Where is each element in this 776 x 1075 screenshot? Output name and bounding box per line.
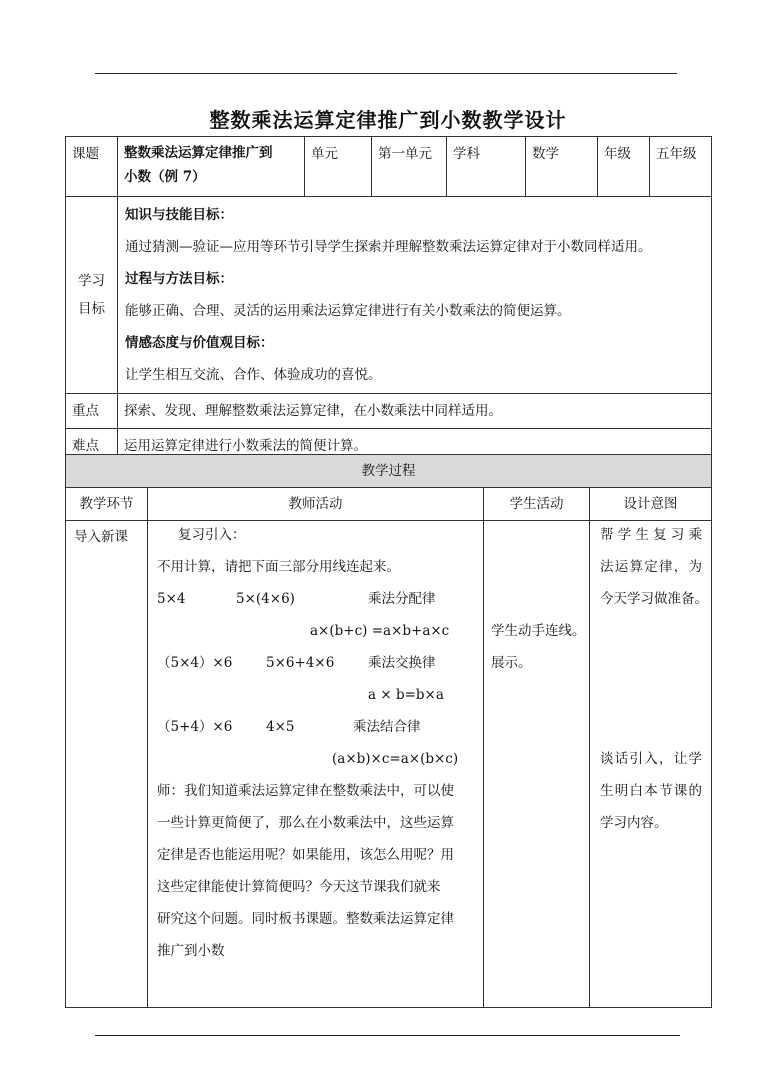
column-header-intent: 设计意图: [590, 488, 712, 521]
lesson-label: 课题: [66, 137, 118, 197]
goals-content: [118, 197, 712, 394]
lesson-value-line-2: 小数（例 7）: [124, 169, 206, 185]
key-point-text: 探索、发现、理解整数乘法运算定律，在小数乘法中同样适用。: [118, 394, 712, 429]
header-rule: [95, 73, 677, 74]
unit-value: 第一单元: [372, 137, 447, 197]
column-header-row: [66, 488, 712, 521]
student-activity: [484, 521, 590, 1008]
process-title: 过程与方法目标：: [125, 271, 233, 287]
knowledge-text: 通过猜测—验证—应用等环节引导学生探索并理解整数乘法运算定律对于小数同样适用。: [125, 239, 652, 255]
info-row: [66, 137, 712, 197]
teacher-activity: [148, 521, 484, 1008]
teacher-paragraph-line-2: 一些计算更简便了，那么在小数乘法中，这些运算: [157, 815, 454, 831]
expr-3: （5×4）×6: [157, 655, 233, 671]
document-title: 整数乘法运算定律推广到小数教学设计: [209, 108, 567, 132]
grade-label: 年级: [598, 137, 650, 197]
teacher-paragraph-line-4: 这些定律能使计算简便吗？今天这节课我们就来: [157, 879, 441, 895]
expr-4: 5×6+4×6: [266, 655, 335, 671]
process-table: [65, 454, 712, 1008]
lesson-value-line-1: 整数乘法运算定律推广到: [124, 145, 273, 161]
difficulty-label: 难点: [66, 429, 118, 464]
review-intro: 复习引入：: [178, 527, 246, 543]
intent-line-1: 帮学生复习乘: [600, 527, 702, 543]
subject-label: 学科: [447, 137, 526, 197]
process-text: 能够正确、合理、灵活的运用乘法运算定律进行有关小数乘法的简便运算。: [125, 303, 571, 319]
stage-cell: 导入新课: [66, 521, 148, 1008]
formula-commutative: a × b=b×a: [368, 687, 444, 703]
goals-label-line-2: 目标: [78, 301, 105, 317]
expr-6: 4×5: [266, 719, 295, 735]
design-intent: [590, 521, 712, 1008]
teacher-paragraph-line-6: 推广到小数: [157, 943, 225, 959]
formula-distributive: a×(b+c) =a×b+a×c: [310, 623, 450, 639]
key-point-label: 重点: [66, 394, 118, 429]
unit-label: 单元: [305, 137, 372, 197]
law-commutative: 乘法交换律: [368, 655, 436, 671]
expr-2: 5×(4×6): [236, 591, 295, 607]
process-header: 教学过程: [66, 455, 712, 488]
expr-1: 5×4: [157, 591, 186, 607]
teacher-paragraph-line-5: 研究这个问题。同时板书课题。整数乘法运算定律: [157, 911, 454, 927]
column-header-teacher: 教师活动: [148, 488, 484, 521]
info-table: [65, 136, 712, 464]
process-row: [66, 521, 712, 1008]
goals-label: [66, 197, 118, 394]
subject-value: 数学: [526, 137, 598, 197]
footer-rule: [95, 1035, 680, 1036]
student-activity-line-2: 展示。: [491, 655, 532, 671]
intent-line-4: 谈话引入，让学: [600, 751, 702, 767]
connect-instruction: 不用计算，请把下面三部分用线连起来。: [157, 559, 400, 575]
emotion-title: 情感态度与价值观目标：: [125, 335, 274, 351]
emotion-text: 让学生相互交流、合作、体验成功的喜悦。: [125, 367, 382, 383]
intent-line-2: 法运算定律，为: [600, 559, 702, 575]
column-header-stage: 教学环节: [66, 488, 148, 521]
teacher-paragraph-line-1: 师：我们知道乘法运算定律在整数乘法中，可以使: [157, 783, 454, 799]
law-distributive: 乘法分配律: [368, 591, 436, 607]
intent-line-5: 生明白本节课的: [600, 783, 702, 799]
key-point-row: [66, 394, 712, 429]
knowledge-title: 知识与技能目标：: [125, 207, 233, 223]
expr-5: （5+4）×6: [157, 719, 233, 735]
formula-associative: (a×b)×c=a×(b×c): [332, 751, 459, 767]
goals-label-line-1: 学习: [78, 273, 105, 289]
intent-line-3: 今天学习做准备。: [600, 591, 708, 607]
intent-line-6: 学习内容。: [600, 815, 668, 831]
lesson-value: [118, 137, 305, 197]
law-associative: 乘法结合律: [353, 719, 421, 735]
student-activity-line-1: 学生动手连线。: [491, 623, 586, 639]
teacher-paragraph-line-3: 定律是否也能运用呢？如果能用，该怎么用呢？用: [157, 847, 454, 863]
difficulty-text: 运用运算定律进行小数乘法的简便计算。: [118, 429, 712, 464]
grade-value: 五年级: [650, 137, 712, 197]
goals-row: [66, 197, 712, 394]
column-header-student: 学生活动: [484, 488, 590, 521]
